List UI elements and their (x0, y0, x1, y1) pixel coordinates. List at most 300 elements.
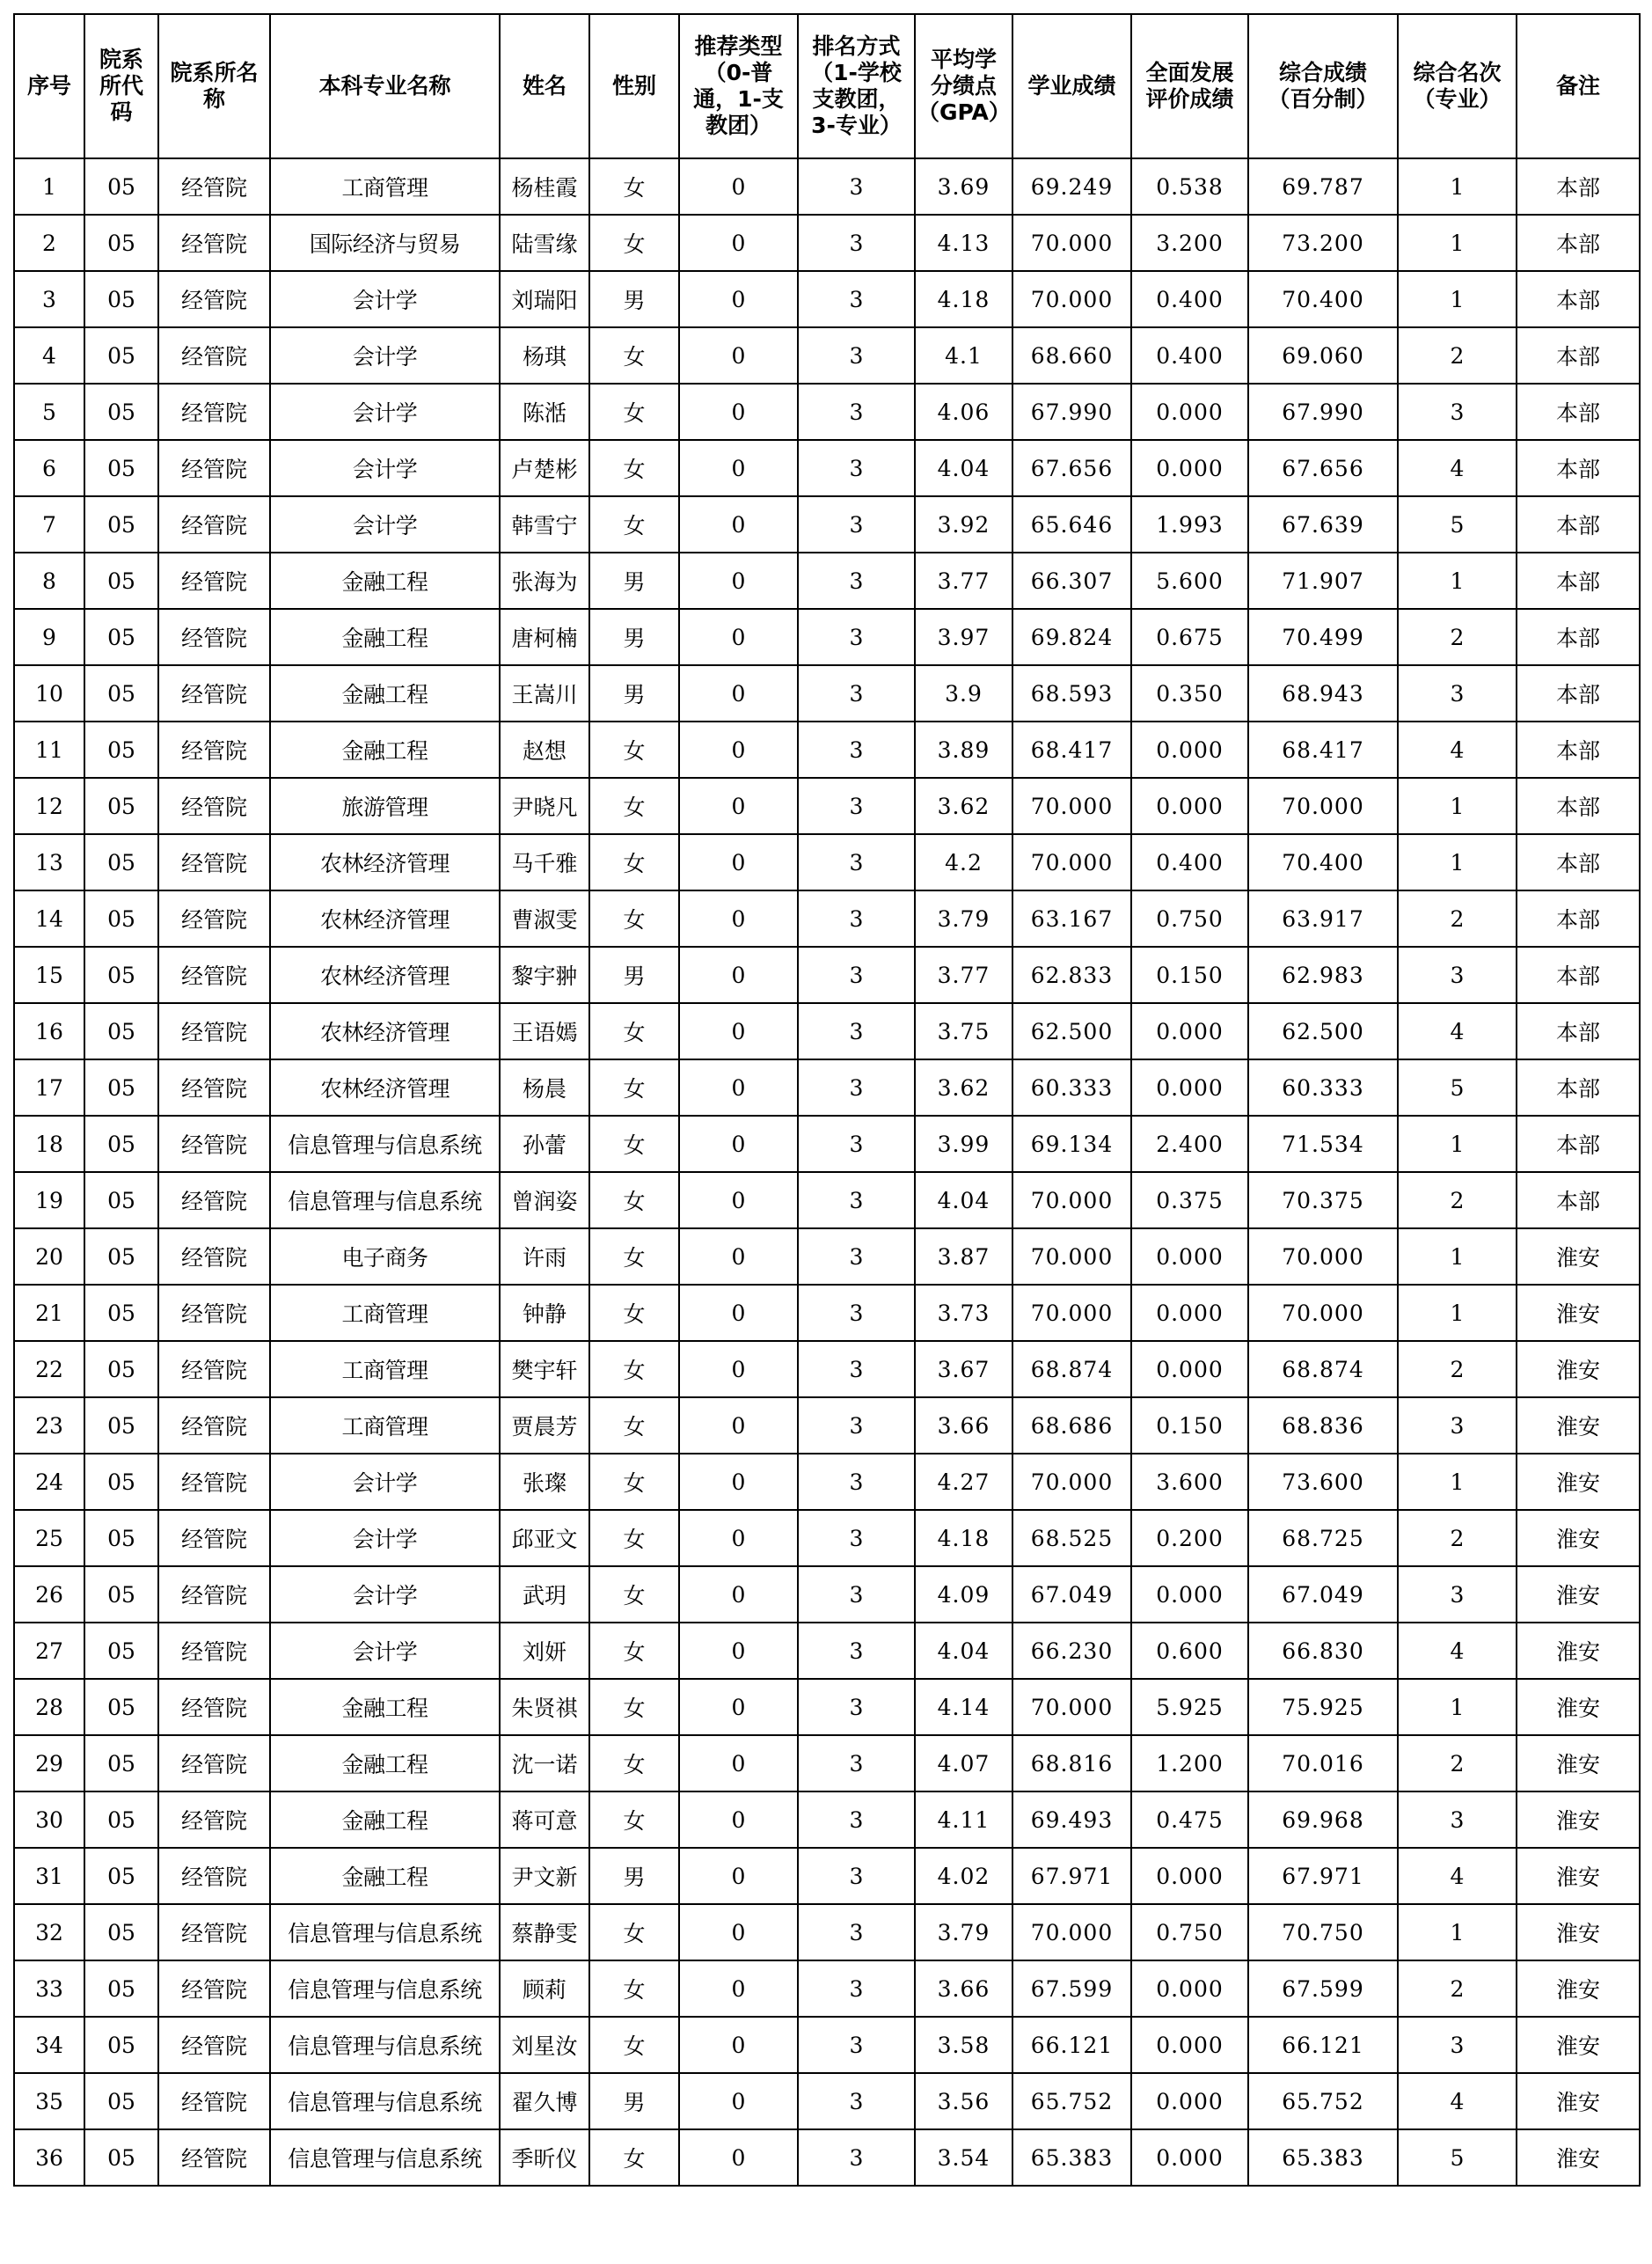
cell-composite-rank: 2 (1398, 1172, 1517, 1228)
table-row (14, 1116, 1640, 1172)
cell-name: 季昕仪 (500, 2129, 589, 2186)
cell-academic-score: 67.599 (1012, 1960, 1131, 2017)
cell-composite-score: 70.400 (1248, 834, 1398, 890)
cell-dept-name: 经管院 (158, 1735, 270, 1791)
cell-dept-name: 经管院 (158, 1454, 270, 1510)
cell-development-score: 0.000 (1131, 1848, 1248, 1904)
cell-academic-score: 68.593 (1012, 665, 1131, 722)
cell-gender: 男 (589, 2073, 679, 2129)
cell-dept-code: 05 (84, 1341, 158, 1397)
cell-gpa: 4.2 (915, 834, 1012, 890)
cell-composite-rank: 1 (1398, 1679, 1517, 1735)
cell-remark: 淮安 (1517, 1285, 1640, 1341)
table-row (14, 2129, 1640, 2186)
cell-name: 武玥 (500, 1566, 589, 1623)
cell-remark: 淮安 (1517, 1566, 1640, 1623)
cell-remark: 淮安 (1517, 1510, 1640, 1566)
cell-recommend-type: 0 (679, 947, 798, 1003)
cell-index: 6 (14, 440, 84, 496)
cell-dept-name: 经管院 (158, 890, 270, 947)
cell-major: 信息管理与信息系统 (270, 1960, 500, 2017)
cell-gender: 男 (589, 1848, 679, 1904)
cell-dept-code: 05 (84, 2017, 158, 2073)
cell-development-score: 0.400 (1131, 834, 1248, 890)
cell-index: 7 (14, 496, 84, 553)
cell-dept-name: 经管院 (158, 1341, 270, 1397)
cell-development-score: 0.475 (1131, 1791, 1248, 1848)
cell-major: 会计学 (270, 496, 500, 553)
cell-composite-score: 70.000 (1248, 1285, 1398, 1341)
table-row (14, 271, 1640, 327)
table-row (14, 553, 1640, 609)
header-row (14, 14, 1640, 158)
cell-dept-code: 05 (84, 1285, 158, 1341)
cell-dept-name: 经管院 (158, 384, 270, 440)
table-row (14, 1735, 1640, 1791)
cell-academic-score: 68.686 (1012, 1397, 1131, 1454)
cell-remark: 淮安 (1517, 1454, 1640, 1510)
table-row (14, 778, 1640, 834)
column-header-dept-name: 院系所名 称 (158, 14, 270, 158)
cell-remark: 本部 (1517, 665, 1640, 722)
cell-development-score: 0.000 (1131, 1566, 1248, 1623)
cell-gpa: 3.69 (915, 158, 1012, 215)
cell-gender: 女 (589, 1116, 679, 1172)
cell-index: 10 (14, 665, 84, 722)
cell-composite-score: 65.383 (1248, 2129, 1398, 2186)
cell-index: 19 (14, 1172, 84, 1228)
cell-gender: 女 (589, 1735, 679, 1791)
cell-composite-score: 67.639 (1248, 496, 1398, 553)
cell-name: 王嵩川 (500, 665, 589, 722)
cell-academic-score: 69.134 (1012, 1116, 1131, 1172)
cell-major: 金融工程 (270, 1679, 500, 1735)
cell-major: 农林经济管理 (270, 834, 500, 890)
cell-index: 4 (14, 327, 84, 384)
cell-dept-code: 05 (84, 2129, 158, 2186)
cell-dept-name: 经管院 (158, 1059, 270, 1116)
cell-composite-score: 75.925 (1248, 1679, 1398, 1735)
cell-gender: 女 (589, 496, 679, 553)
cell-dept-code: 05 (84, 1059, 158, 1116)
cell-name: 韩雪宁 (500, 496, 589, 553)
cell-composite-score: 73.200 (1248, 215, 1398, 271)
cell-composite-rank: 3 (1398, 384, 1517, 440)
cell-gpa: 4.11 (915, 1791, 1012, 1848)
column-header-ranking-method: 排名方式 （1-学校 支教团， 3-专业） (798, 14, 915, 158)
cell-ranking-method: 3 (798, 1904, 915, 1960)
cell-name: 翟久博 (500, 2073, 589, 2129)
cell-major: 金融工程 (270, 1735, 500, 1791)
cell-composite-score: 70.400 (1248, 271, 1398, 327)
cell-gpa: 4.04 (915, 1623, 1012, 1679)
cell-recommend-type: 0 (679, 1059, 798, 1116)
cell-gpa: 3.62 (915, 1059, 1012, 1116)
cell-major: 会计学 (270, 384, 500, 440)
cell-name: 杨桂霞 (500, 158, 589, 215)
cell-dept-code: 05 (84, 1510, 158, 1566)
cell-academic-score: 70.000 (1012, 215, 1131, 271)
cell-name: 陆雪缘 (500, 215, 589, 271)
table-row (14, 1454, 1640, 1510)
cell-name: 朱贤祺 (500, 1679, 589, 1735)
cell-gender: 女 (589, 1960, 679, 2017)
cell-name: 樊宇轩 (500, 1341, 589, 1397)
cell-dept-code: 05 (84, 834, 158, 890)
cell-recommend-type: 0 (679, 215, 798, 271)
cell-ranking-method: 3 (798, 1454, 915, 1510)
cell-composite-score: 70.750 (1248, 1904, 1398, 1960)
cell-index: 23 (14, 1397, 84, 1454)
cell-development-score: 0.000 (1131, 778, 1248, 834)
table-row (14, 1059, 1640, 1116)
cell-ranking-method: 3 (798, 1510, 915, 1566)
cell-composite-rank: 1 (1398, 778, 1517, 834)
cell-composite-rank: 1 (1398, 834, 1517, 890)
cell-index: 2 (14, 215, 84, 271)
column-header-name: 姓名 (500, 14, 589, 158)
cell-ranking-method: 3 (798, 2073, 915, 2129)
cell-gender: 女 (589, 834, 679, 890)
cell-name: 刘星汝 (500, 2017, 589, 2073)
cell-composite-rank: 1 (1398, 215, 1517, 271)
cell-ranking-method: 3 (798, 271, 915, 327)
cell-dept-code: 05 (84, 327, 158, 384)
cell-index: 35 (14, 2073, 84, 2129)
cell-composite-score: 70.499 (1248, 609, 1398, 665)
cell-dept-name: 经管院 (158, 834, 270, 890)
cell-name: 马千雅 (500, 834, 589, 890)
column-header-remark: 备注 (1517, 14, 1640, 158)
cell-gender: 女 (589, 1172, 679, 1228)
table-row (14, 1791, 1640, 1848)
cell-recommend-type: 0 (679, 271, 798, 327)
cell-name: 尹晓凡 (500, 778, 589, 834)
cell-development-score: 0.000 (1131, 1285, 1248, 1341)
cell-composite-score: 71.907 (1248, 553, 1398, 609)
cell-composite-score: 70.000 (1248, 778, 1398, 834)
cell-gpa: 4.04 (915, 440, 1012, 496)
cell-index: 5 (14, 384, 84, 440)
cell-composite-score: 67.599 (1248, 1960, 1398, 2017)
cell-composite-rank: 2 (1398, 609, 1517, 665)
cell-ranking-method: 3 (798, 440, 915, 496)
cell-composite-rank: 5 (1398, 496, 1517, 553)
cell-name: 尹文新 (500, 1848, 589, 1904)
cell-composite-score: 70.375 (1248, 1172, 1398, 1228)
cell-ranking-method: 3 (798, 1341, 915, 1397)
cell-composite-rank: 1 (1398, 1228, 1517, 1285)
cell-index: 24 (14, 1454, 84, 1510)
cell-name: 张璨 (500, 1454, 589, 1510)
cell-academic-score: 70.000 (1012, 778, 1131, 834)
cell-name: 王语嫣 (500, 1003, 589, 1059)
cell-gender: 女 (589, 1003, 679, 1059)
cell-index: 31 (14, 1848, 84, 1904)
cell-name: 沈一诺 (500, 1735, 589, 1791)
cell-academic-score: 67.990 (1012, 384, 1131, 440)
cell-remark: 本部 (1517, 609, 1640, 665)
cell-development-score: 3.600 (1131, 1454, 1248, 1510)
cell-name: 钟静 (500, 1285, 589, 1341)
column-header-recommend-type: 推荐类型 （0-普 通，1-支 教团） (679, 14, 798, 158)
cell-major: 金融工程 (270, 553, 500, 609)
cell-major: 旅游管理 (270, 778, 500, 834)
cell-remark: 淮安 (1517, 1341, 1640, 1397)
cell-development-score: 0.375 (1131, 1172, 1248, 1228)
cell-gpa: 3.67 (915, 1341, 1012, 1397)
cell-composite-rank: 5 (1398, 1059, 1517, 1116)
cell-dept-code: 05 (84, 2073, 158, 2129)
cell-recommend-type: 0 (679, 1285, 798, 1341)
table-row (14, 834, 1640, 890)
cell-composite-score: 66.121 (1248, 2017, 1398, 2073)
cell-composite-score: 66.830 (1248, 1623, 1398, 1679)
cell-dept-name: 经管院 (158, 1228, 270, 1285)
cell-name: 杨琪 (500, 327, 589, 384)
cell-gender: 女 (589, 1454, 679, 1510)
cell-ranking-method: 3 (798, 553, 915, 609)
cell-major: 工商管理 (270, 1285, 500, 1341)
cell-development-score: 0.750 (1131, 1904, 1248, 1960)
cell-recommend-type: 0 (679, 553, 798, 609)
table-row (14, 947, 1640, 1003)
cell-ranking-method: 3 (798, 1397, 915, 1454)
cell-ranking-method: 3 (798, 2017, 915, 2073)
cell-name: 贾晨芳 (500, 1397, 589, 1454)
cell-dept-name: 经管院 (158, 1285, 270, 1341)
cell-index: 25 (14, 1510, 84, 1566)
cell-recommend-type: 0 (679, 1116, 798, 1172)
cell-ranking-method: 3 (798, 1566, 915, 1623)
cell-ranking-method: 3 (798, 1059, 915, 1116)
cell-major: 会计学 (270, 1623, 500, 1679)
cell-development-score: 0.000 (1131, 722, 1248, 778)
cell-recommend-type: 0 (679, 1566, 798, 1623)
cell-recommend-type: 0 (679, 1003, 798, 1059)
cell-gender: 男 (589, 609, 679, 665)
cell-academic-score: 70.000 (1012, 834, 1131, 890)
cell-academic-score: 67.656 (1012, 440, 1131, 496)
cell-gpa: 3.77 (915, 553, 1012, 609)
cell-composite-score: 73.600 (1248, 1454, 1398, 1510)
table-row (14, 1172, 1640, 1228)
table-row (14, 440, 1640, 496)
cell-remark: 本部 (1517, 1116, 1640, 1172)
cell-major: 会计学 (270, 440, 500, 496)
cell-academic-score: 67.971 (1012, 1848, 1131, 1904)
cell-gender: 女 (589, 890, 679, 947)
cell-recommend-type: 0 (679, 327, 798, 384)
cell-major: 农林经济管理 (270, 1059, 500, 1116)
column-header-gpa: 平均学 分绩点 （GPA） (915, 14, 1012, 158)
cell-dept-code: 05 (84, 1566, 158, 1623)
column-header-dept-code: 院系 所代 码 (84, 14, 158, 158)
cell-index: 27 (14, 1623, 84, 1679)
cell-composite-rank: 4 (1398, 1623, 1517, 1679)
cell-gpa: 4.1 (915, 327, 1012, 384)
cell-major: 电子商务 (270, 1228, 500, 1285)
cell-major: 工商管理 (270, 1341, 500, 1397)
student-ranking-table (13, 13, 1641, 2187)
cell-dept-name: 经管院 (158, 553, 270, 609)
cell-index: 22 (14, 1341, 84, 1397)
cell-gender: 女 (589, 1285, 679, 1341)
cell-academic-score: 62.833 (1012, 947, 1131, 1003)
cell-name: 杨晨 (500, 1059, 589, 1116)
cell-composite-rank: 1 (1398, 1285, 1517, 1341)
cell-gpa: 4.06 (915, 384, 1012, 440)
cell-composite-score: 69.968 (1248, 1791, 1398, 1848)
cell-remark: 本部 (1517, 496, 1640, 553)
cell-development-score: 0.000 (1131, 1960, 1248, 2017)
cell-gender: 女 (589, 440, 679, 496)
cell-remark: 淮安 (1517, 1960, 1640, 2017)
cell-name: 顾莉 (500, 1960, 589, 2017)
cell-development-score: 0.000 (1131, 1228, 1248, 1285)
cell-recommend-type: 0 (679, 158, 798, 215)
cell-ranking-method: 3 (798, 1791, 915, 1848)
cell-index: 36 (14, 2129, 84, 2186)
cell-academic-score: 70.000 (1012, 1454, 1131, 1510)
cell-remark: 淮安 (1517, 1735, 1640, 1791)
cell-remark: 本部 (1517, 158, 1640, 215)
cell-dept-name: 经管院 (158, 1510, 270, 1566)
cell-dept-code: 05 (84, 778, 158, 834)
cell-name: 陈湉 (500, 384, 589, 440)
cell-gpa: 4.07 (915, 1735, 1012, 1791)
cell-composite-rank: 2 (1398, 1960, 1517, 2017)
column-header-composite-rank: 综合名次 （专业） (1398, 14, 1517, 158)
cell-major: 金融工程 (270, 665, 500, 722)
cell-gpa: 3.79 (915, 1904, 1012, 1960)
column-header-composite-score: 综合成绩 （百分制） (1248, 14, 1398, 158)
cell-gpa: 4.02 (915, 1848, 1012, 1904)
cell-name: 卢楚彬 (500, 440, 589, 496)
cell-dept-code: 05 (84, 384, 158, 440)
cell-dept-code: 05 (84, 158, 158, 215)
cell-recommend-type: 0 (679, 2129, 798, 2186)
cell-composite-score: 68.417 (1248, 722, 1398, 778)
cell-composite-score: 67.990 (1248, 384, 1398, 440)
cell-major: 信息管理与信息系统 (270, 1172, 500, 1228)
cell-recommend-type: 0 (679, 1623, 798, 1679)
cell-composite-rank: 4 (1398, 2073, 1517, 2129)
cell-gender: 女 (589, 215, 679, 271)
cell-gpa: 3.97 (915, 609, 1012, 665)
cell-academic-score: 67.049 (1012, 1566, 1131, 1623)
cell-composite-score: 70.000 (1248, 1228, 1398, 1285)
cell-recommend-type: 0 (679, 722, 798, 778)
cell-composite-rank: 1 (1398, 553, 1517, 609)
cell-ranking-method: 3 (798, 890, 915, 947)
cell-gender: 女 (589, 1510, 679, 1566)
cell-gender: 女 (589, 1623, 679, 1679)
cell-dept-name: 经管院 (158, 1172, 270, 1228)
cell-gpa: 3.56 (915, 2073, 1012, 2129)
cell-development-score: 0.000 (1131, 1059, 1248, 1116)
cell-recommend-type: 0 (679, 609, 798, 665)
cell-dept-name: 经管院 (158, 1397, 270, 1454)
cell-remark: 本部 (1517, 271, 1640, 327)
cell-remark: 本部 (1517, 553, 1640, 609)
cell-major: 农林经济管理 (270, 947, 500, 1003)
cell-gpa: 3.79 (915, 890, 1012, 947)
cell-academic-score: 68.816 (1012, 1735, 1131, 1791)
cell-composite-score: 70.016 (1248, 1735, 1398, 1791)
column-header-academic-score: 学业成绩 (1012, 14, 1131, 158)
column-header-major: 本科专业名称 (270, 14, 500, 158)
table-row (14, 158, 1640, 215)
cell-development-score: 2.400 (1131, 1116, 1248, 1172)
cell-development-score: 0.400 (1131, 327, 1248, 384)
cell-composite-rank: 3 (1398, 1397, 1517, 1454)
cell-gpa: 3.89 (915, 722, 1012, 778)
cell-composite-score: 62.500 (1248, 1003, 1398, 1059)
cell-dept-name: 经管院 (158, 2017, 270, 2073)
cell-gpa: 3.9 (915, 665, 1012, 722)
table-row (14, 2073, 1640, 2129)
cell-dept-code: 05 (84, 1397, 158, 1454)
cell-gender: 女 (589, 1791, 679, 1848)
cell-development-score: 0.000 (1131, 440, 1248, 496)
cell-gender: 男 (589, 665, 679, 722)
cell-gpa: 3.66 (915, 1960, 1012, 2017)
cell-dept-code: 05 (84, 1679, 158, 1735)
cell-development-score: 0.200 (1131, 1510, 1248, 1566)
cell-ranking-method: 3 (798, 722, 915, 778)
cell-composite-score: 60.333 (1248, 1059, 1398, 1116)
cell-recommend-type: 0 (679, 1735, 798, 1791)
cell-composite-rank: 3 (1398, 1791, 1517, 1848)
cell-gpa: 3.54 (915, 2129, 1012, 2186)
cell-dept-code: 05 (84, 1228, 158, 1285)
cell-gpa: 4.27 (915, 1454, 1012, 1510)
cell-academic-score: 70.000 (1012, 1679, 1131, 1735)
cell-gpa: 3.99 (915, 1116, 1012, 1172)
cell-composite-rank: 2 (1398, 890, 1517, 947)
cell-major: 信息管理与信息系统 (270, 1904, 500, 1960)
cell-dept-code: 05 (84, 1904, 158, 1960)
cell-dept-code: 05 (84, 271, 158, 327)
cell-index: 21 (14, 1285, 84, 1341)
table-row (14, 1904, 1640, 1960)
cell-major: 信息管理与信息系统 (270, 2017, 500, 2073)
cell-dept-code: 05 (84, 1848, 158, 1904)
cell-academic-score: 65.646 (1012, 496, 1131, 553)
cell-gpa: 3.77 (915, 947, 1012, 1003)
cell-development-score: 0.000 (1131, 1003, 1248, 1059)
cell-dept-code: 05 (84, 1116, 158, 1172)
cell-dept-name: 经管院 (158, 665, 270, 722)
cell-remark: 本部 (1517, 1059, 1640, 1116)
cell-composite-score: 69.060 (1248, 327, 1398, 384)
cell-index: 18 (14, 1116, 84, 1172)
cell-gpa: 4.13 (915, 215, 1012, 271)
table-row (14, 2017, 1640, 2073)
cell-recommend-type: 0 (679, 1341, 798, 1397)
cell-gpa: 4.14 (915, 1679, 1012, 1735)
table-row (14, 609, 1640, 665)
cell-remark: 淮安 (1517, 1228, 1640, 1285)
cell-remark: 本部 (1517, 327, 1640, 384)
table-row (14, 722, 1640, 778)
cell-index: 15 (14, 947, 84, 1003)
cell-remark: 淮安 (1517, 1397, 1640, 1454)
cell-name: 刘瑞阳 (500, 271, 589, 327)
cell-dept-name: 经管院 (158, 1623, 270, 1679)
cell-index: 20 (14, 1228, 84, 1285)
